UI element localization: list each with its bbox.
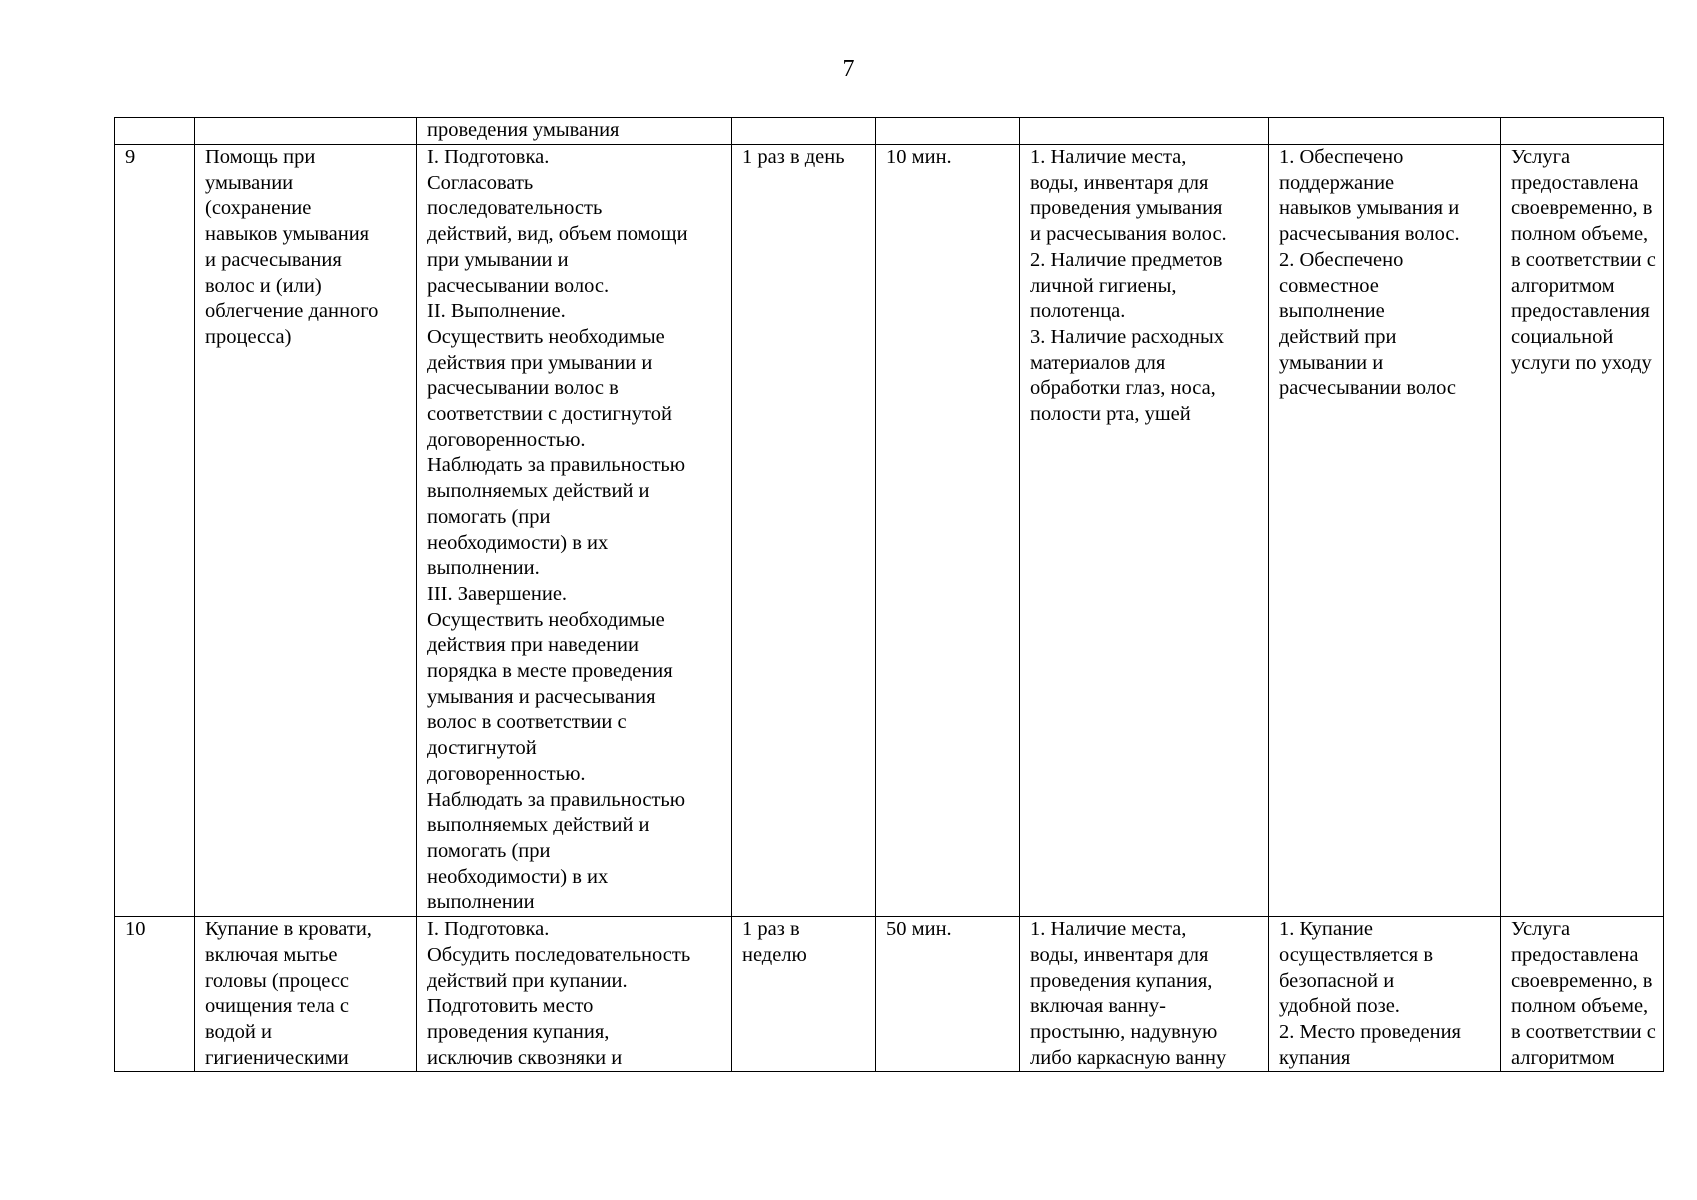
cell-number bbox=[115, 118, 195, 145]
cell-text-line: 50 мин. bbox=[886, 918, 952, 941]
cell-text-line: полости рта, ушей bbox=[1030, 403, 1191, 426]
cell-text-line: Услуга bbox=[1511, 918, 1571, 941]
cell-text-line: алгоритмом bbox=[1511, 1046, 1615, 1069]
cell-evaluation bbox=[1501, 145, 1664, 917]
cell-text-line: Услуга bbox=[1511, 146, 1571, 168]
cell-text-line: расчесывании волос в bbox=[427, 377, 619, 400]
cell-text-line: расчесывании волос. bbox=[427, 274, 610, 297]
cell-text-line: материалов для bbox=[1030, 351, 1166, 374]
cell-text-line: алгоритмом bbox=[1511, 274, 1615, 297]
cell-text-line: Осуществить необходимые bbox=[427, 325, 665, 348]
cell-text-line: исключив сквозняки и bbox=[427, 1046, 623, 1069]
cell-text-line: необходимости) в их bbox=[427, 531, 609, 554]
cell-text-line: Купание в кровати, bbox=[205, 918, 372, 941]
cell-text-line: Помощь при bbox=[205, 146, 316, 168]
cell-text-line: умывании и bbox=[1279, 351, 1384, 374]
cell-frequency bbox=[732, 118, 876, 145]
cell-conditions bbox=[1020, 118, 1269, 145]
cell-text-line: и расчесывания волос. bbox=[1030, 223, 1227, 246]
cell-text-line: расчесывании волос bbox=[1279, 377, 1456, 400]
cell-text-line: договоренностью. bbox=[427, 762, 586, 785]
cell-text-line: волос и (или) bbox=[205, 274, 322, 297]
cell-text-line: Подготовить место bbox=[427, 995, 594, 1018]
cell-text-line: действия при умывании и bbox=[427, 351, 653, 374]
page-number: 7 bbox=[842, 56, 855, 82]
cell-text-line: действий, вид, объем помощи bbox=[427, 223, 688, 246]
cell-text-line: проведения умывания bbox=[1030, 197, 1223, 220]
cell-description bbox=[417, 917, 732, 1072]
cell-text-line: выполнении bbox=[427, 891, 535, 914]
cell-text-line: действий при купании. bbox=[427, 969, 628, 992]
table-row bbox=[115, 145, 1664, 917]
cell-text-line: выполняемых действий и bbox=[427, 480, 650, 503]
cell-frequency bbox=[732, 145, 876, 917]
cell-service-name bbox=[195, 145, 417, 917]
cell-text-line: Наблюдать за правильностью bbox=[427, 788, 686, 811]
cell-text-line: умывании bbox=[205, 171, 294, 194]
cell-text-line: выполнении. bbox=[427, 557, 540, 580]
cell-text-line: при умывании и bbox=[427, 248, 569, 271]
cell-duration bbox=[876, 917, 1020, 1072]
cell-text-line: помогать (при bbox=[427, 505, 551, 528]
cell-text-line: 1 раз в день bbox=[742, 146, 845, 168]
cell-text-line: 10 bbox=[125, 918, 146, 941]
cell-text-line: проведения купания, bbox=[427, 1020, 610, 1043]
cell-text-line: неделю bbox=[742, 943, 807, 966]
cell-text-line: Обсудить последовательность bbox=[427, 943, 691, 966]
cell-text-line: водой и bbox=[205, 1020, 272, 1043]
cell-text-line: порядка в месте проведения bbox=[427, 660, 673, 683]
cell-description bbox=[417, 118, 732, 145]
cell-duration bbox=[876, 118, 1020, 145]
cell-text-line: I. Подготовка. bbox=[427, 918, 550, 941]
cell-text-line: Осуществить необходимые bbox=[427, 608, 665, 631]
cell-description bbox=[417, 145, 732, 917]
cell-text-line: навыков умывания bbox=[205, 223, 370, 246]
cell-text-line: услуги по уходу bbox=[1511, 351, 1652, 374]
cell-text-line: 1. Купание bbox=[1279, 918, 1373, 941]
cell-text-line: личной гигиены, bbox=[1030, 274, 1177, 297]
cell-text-line: своевременно, в bbox=[1511, 969, 1653, 992]
cell-text-line: договоренностью. bbox=[427, 428, 586, 451]
cell-text-line: предоставления bbox=[1511, 300, 1650, 323]
cell-text-line: полном объеме, bbox=[1511, 995, 1649, 1018]
cell-text-line: II. Выполнение. bbox=[427, 300, 566, 323]
cell-text-line: проведения умывания bbox=[427, 119, 620, 141]
table-row bbox=[115, 917, 1664, 1072]
cell-text-line: простыню, надувную bbox=[1030, 1020, 1218, 1043]
cell-text-line: помогать (при bbox=[427, 839, 551, 862]
cell-text-line: 2. Обеспечено bbox=[1279, 248, 1404, 271]
cell-number bbox=[115, 917, 195, 1072]
cell-text-line: в соответствии с bbox=[1511, 248, 1656, 271]
table-row bbox=[115, 118, 1664, 145]
cell-text-line: действия при наведении bbox=[427, 634, 639, 657]
cell-duration bbox=[876, 145, 1020, 917]
cell-evaluation bbox=[1501, 118, 1664, 145]
cell-text-line: достигнутой bbox=[427, 737, 537, 760]
cell-text-line: в соответствии с bbox=[1511, 1020, 1656, 1043]
cell-text-line: действий при bbox=[1279, 325, 1397, 348]
cell-text-line: включая ванну- bbox=[1030, 995, 1166, 1018]
cell-number bbox=[115, 145, 195, 917]
cell-service-name bbox=[195, 917, 417, 1072]
cell-text-line: облегчение данного bbox=[205, 300, 379, 323]
cell-text-line: и расчесывания bbox=[205, 248, 342, 271]
cell-text-line: Согласовать bbox=[427, 171, 534, 194]
cell-text-line: воды, инвентаря для bbox=[1030, 943, 1209, 966]
cell-conditions bbox=[1020, 917, 1269, 1072]
cell-text-line: 2. Место проведения bbox=[1279, 1020, 1461, 1043]
cell-text-line: 10 мин. bbox=[886, 146, 952, 168]
cell-text-line: 1 раз в bbox=[742, 918, 800, 941]
cell-text-line: предоставлена bbox=[1511, 171, 1639, 194]
cell-text-line: навыков умывания и bbox=[1279, 197, 1460, 220]
cell-text-line: воды, инвентаря для bbox=[1030, 171, 1209, 194]
cell-text-line: гигиеническими bbox=[205, 1046, 349, 1069]
cell-text-line: безопасной и bbox=[1279, 969, 1395, 992]
cell-text-line: осуществляется в bbox=[1279, 943, 1434, 966]
cell-conditions bbox=[1020, 145, 1269, 917]
cell-indicators bbox=[1269, 917, 1501, 1072]
cell-text-line: 3. Наличие расходных bbox=[1030, 325, 1225, 348]
services-table bbox=[114, 117, 1664, 1072]
cell-text-line: I. Подготовка. bbox=[427, 146, 550, 168]
cell-text-line: 1. Наличие места, bbox=[1030, 146, 1187, 168]
cell-text-line: необходимости) в их bbox=[427, 865, 609, 888]
cell-text-line: включая мытье bbox=[205, 943, 338, 966]
cell-text-line: 1. Обеспечено bbox=[1279, 146, 1404, 168]
cell-text-line: процесса) bbox=[205, 325, 292, 348]
cell-text-line: предоставлена bbox=[1511, 943, 1639, 966]
cell-text-line: умывания и расчесывания bbox=[427, 685, 656, 708]
cell-text-line: полном объеме, bbox=[1511, 223, 1649, 246]
cell-indicators bbox=[1269, 118, 1501, 145]
cell-text-line: удобной позе. bbox=[1279, 995, 1400, 1018]
cell-text-line: (сохранение bbox=[205, 197, 312, 220]
cell-text-line: совместное bbox=[1279, 274, 1379, 297]
cell-text-line: полотенца. bbox=[1030, 300, 1126, 323]
cell-text-line: проведения купания, bbox=[1030, 969, 1213, 992]
cell-text-line: III. Завершение. bbox=[427, 582, 568, 605]
cell-evaluation bbox=[1501, 917, 1664, 1072]
cell-text-line: расчесывания волос. bbox=[1279, 223, 1460, 246]
cell-indicators bbox=[1269, 145, 1501, 917]
cell-service-name bbox=[195, 118, 417, 145]
cell-text-line: купания bbox=[1279, 1046, 1351, 1069]
cell-text-line: своевременно, в bbox=[1511, 197, 1653, 220]
cell-frequency bbox=[732, 917, 876, 1072]
cell-text-line: очищения тела с bbox=[205, 995, 349, 1018]
cell-text-line: волос в соответствии с bbox=[427, 711, 627, 734]
cell-text-line: 2. Наличие предметов bbox=[1030, 248, 1223, 271]
cell-text-line: либо каркасную ванну bbox=[1030, 1046, 1227, 1069]
cell-text-line: последовательность bbox=[427, 197, 603, 220]
cell-text-line: поддержание bbox=[1279, 171, 1395, 194]
cell-text-line: обработки глаз, носа, bbox=[1030, 377, 1216, 400]
cell-text-line: выполнение bbox=[1279, 300, 1385, 323]
cell-text-line: головы (процесс bbox=[205, 969, 350, 992]
cell-text-line: соответствии с достигнутой bbox=[427, 403, 672, 426]
cell-text-line: выполняемых действий и bbox=[427, 814, 650, 837]
cell-text-line: Наблюдать за правильностью bbox=[427, 454, 686, 477]
cell-text-line: 9 bbox=[125, 146, 136, 168]
cell-text-line: 1. Наличие места, bbox=[1030, 918, 1187, 941]
cell-text-line: социальной bbox=[1511, 325, 1614, 348]
